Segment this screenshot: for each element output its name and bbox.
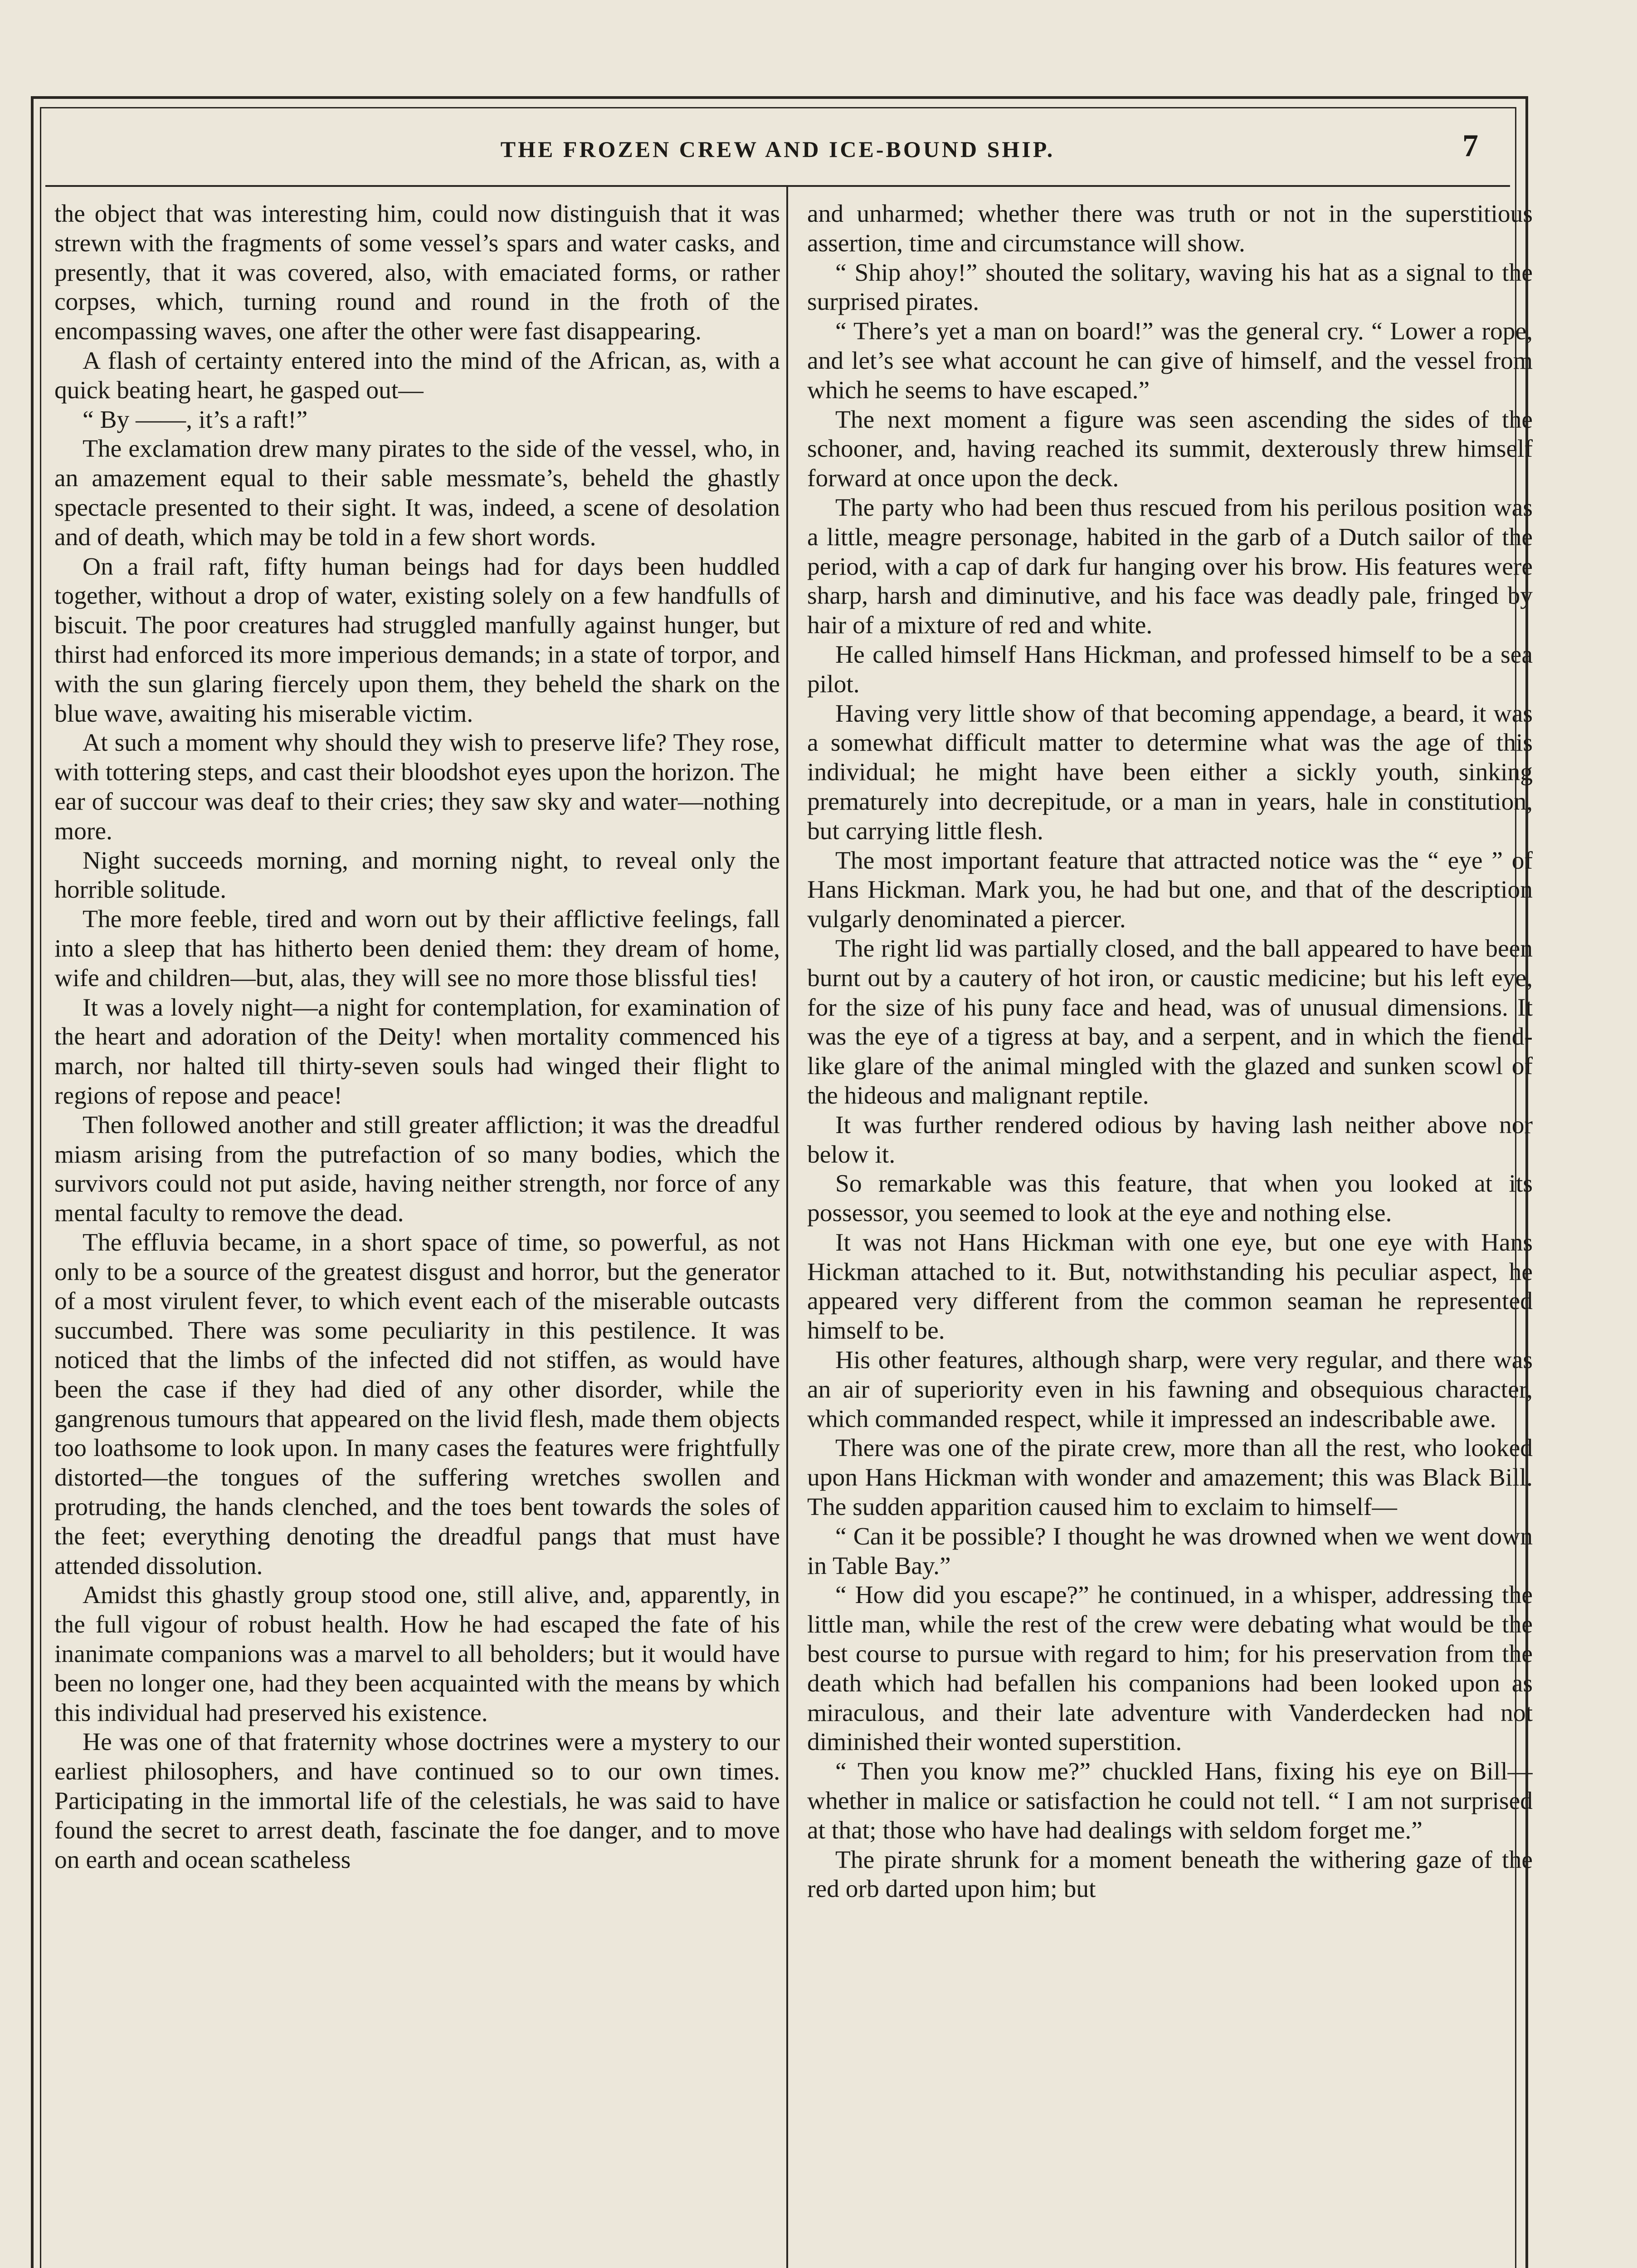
page-header [45, 128, 1510, 186]
paragraph: “ There’s yet a man on board!” was the general cry. “ Lower a rope, and let’s see what account he can give of himself, and the vessel from which he seems to have escaped.” [807, 318, 1533, 404]
paragraph: The pirate shrunk for a moment beneath the withering gaze of the red orb darted upon him; but [807, 1846, 1533, 1903]
paragraph: On a frail raft, fifty human beings had for days been huddled together, without a drop of water, existing solely on a few handfulls of biscuit. The poor creatures had struggled manfully against hunger, but thirst had enforced its more imperious demands; in a state of torpor, and with the sun glaring fiercely upon them, they beheld the shark on the blue wave, awaiting his miserable victim. [54, 552, 780, 728]
paragraph: Having very little show of that becoming appendage, a beard, it was a somewhat difficult matter to determine what was the age of this individual; he might have been either a sickly youth, sinking prematurely into decrepitude, or a man in years, hale in constitution, but carrying little flesh. [807, 699, 1533, 845]
paragraph: The right lid was partially closed, and the ball appeared to have been burnt out by a cautery of hot iron, or caustic medicine; but his left eye, for the size of his puny face and head, was of unusual dimensions. It was the eye of a tigress at bay, and a serpent, and in which the fiend-like glare of the animal mingled with the glazed and sunken scowl of the hideous and malignant reptile. [807, 934, 1533, 1110]
paragraph: He was one of that fraternity whose doctrines were a mystery to our earliest philosophers, and have continued so to our own times. Participating in the immortal life of the celestials, he was said to have found the secret to arrest death, fascinate the foe danger, and to move on earth and ocean scatheless [54, 1728, 780, 1874]
paragraph: “ Ship ahoy!” shouted the solitary, waving his hat as a signal to the surprised pirates. [807, 259, 1533, 316]
paragraph: It was further rendered odious by having lash neither above nor below it. [807, 1111, 1533, 1168]
paragraph: Then followed another and still greater affliction; it was the dreadful miasm arising from the putrefaction of so many bodies, which the survivors could not put aside, having neither strength, nor force of any mental faculty to remove the dead. [54, 1111, 780, 1227]
paragraph: “ Can it be possible? I thought he was drowned when we went down in Table Bay.” [807, 1522, 1533, 1580]
paragraph: Amidst this ghastly group stood one, still alive, and, apparently, in the full vigour of robust health. How he had escaped the fate of his inanimate companions was a marvel to all beholders; but it would have been no longer one, had they been acquainted with the means by which this individual had preserved his existence. [54, 1581, 780, 1727]
paragraph: and unharmed; whether there was truth or not in the superstitious assertion, time and circumstance will show. [807, 200, 1533, 257]
paragraph: His other features, although sharp, were very regular, and there was an air of superiority even in his fawning and obsequious character, which commanded respect, while it impressed an indescribable awe. [807, 1346, 1533, 1433]
paragraph: The party who had been thus rescued from his perilous position was a little, meagre personage, habited in the garb of a Dutch sailor of the period, with a cap of dark fur hanging over his brow. His features were sharp, harsh and diminutive, and his face was deadly pale, fringed by hair of a mixture of red and white. [807, 494, 1533, 640]
paragraph: At such a moment why should they wish to preserve life? They rose, with tottering steps, and cast their bloodshot eyes upon the horizon. The ear of succour was deaf to their cries; they saw sky and water—nothing more. [54, 729, 780, 845]
paragraph: the object that was interesting him, could now distinguish that it was strewn with the fragments of some vessel’s spars and water casks, and presently, that it was covered, also, with emaciated forms, or rather corpses, which, turning round and round in the froth of the encompassing waves, one after the other were fast disappearing. [54, 200, 780, 346]
paragraph: He called himself Hans Hickman, and professed himself to be a sea pilot. [807, 640, 1533, 698]
paragraph: The next moment a figure was seen ascending the sides of the schooner, and, having reached its summit, dexterously threw himself forward at once upon the deck. [807, 406, 1533, 493]
paragraph: It was not Hans Hickman with one eye, but one eye with Hans Hickman attached to it. But, notwithstanding his peculiar aspect, he appeared very different from the common seaman he represented himself to be. [807, 1228, 1533, 1345]
left-column [54, 200, 780, 2268]
paragraph: The more feeble, tired and worn out by their afflictive feelings, fall into a sleep that has hitherto been denied them: they dream of home, wife and children—but, alas, they will see no more those blissful ties! [54, 905, 780, 992]
header-rule [45, 185, 1510, 187]
paragraph: It was a lovely night—a night for contemplation, for examination of the heart and adoration of the Deity! when mortality commenced his march, nor halted till thirty-seven souls had winged their flight to regions of repose and peace! [54, 993, 780, 1110]
paragraph: The exclamation drew many pirates to the side of the vessel, who, in an amazement equal to their sable messmate’s, beheld the ghastly spectacle presented to their sight. It was, indeed, a scene of desolation and of death, which may be told in a few short words. [54, 435, 780, 551]
paragraph: The effluvia became, in a short space of time, so powerful, as not only to be a source of the greatest disgust and horror, but the generator of a most virulent fever, to which event each of the miserable outcasts succumbed. There was some peculiarity in this pestilence. It was noticed that the limbs of the infected did not stiffen, as would have been the case if they had died of any other disorder, while the gangrenous tumours that appeared on the livid flesh, made them objects too loathsome to look upon. In many cases the features were frightfully distorted—the tongues of the suffering wretches swollen and protruding, the hands clenched, and the toes bent towards the soles of the feet; everything denoting the dreadful pangs that must have attended dissolution. [54, 1228, 780, 1580]
paragraph: “ Then you know me?” chuckled Hans, fixing his eye on Bill—whether in malice or satisfaction he could not tell. “ I am not surprised at that; those who have had dealings with seldom forget me.” [807, 1758, 1533, 1844]
running-title: THE FROZEN CREW AND ICE-BOUND SHIP. [500, 137, 1055, 162]
paragraph: The most important feature that attracted notice was the “ eye ” of Hans Hickman. Mark you, he had but one, and that of the description vulgarly denominated a piercer. [807, 846, 1533, 934]
paragraph: A flash of certainty entered into the mind of the African, as, with a quick beating heart, he gasped out— [54, 347, 780, 404]
paragraph: Night succeeds morning, and morning night, to reveal only the horrible solitude. [54, 846, 780, 904]
paragraph: There was one of the pirate crew, more than all the rest, who looked upon Hans Hickman with wonder and amazement; this was Black Bill. The sudden apparition caused him to exclaim to himself— [807, 1434, 1533, 1521]
right-column [807, 200, 1533, 2268]
paragraph: So remarkable was this feature, that when you looked at its possessor, you seemed to look at the eye and nothing else. [807, 1170, 1533, 1227]
paragraph: “ How did you escape?” he continued, in a whisper, addressing the little man, while the rest of the crew were debating what would be the best course to pursue with regard to him; for his preservation from the death which had befallen his companions had been looked upon as miraculous, and their late adventure with Vanderdecken had not diminished their wonted superstition. [807, 1581, 1533, 1756]
page-number: 7 [1462, 128, 1478, 163]
column-divider [786, 187, 788, 2268]
paragraph: “ By ——, it’s a raft!” [83, 406, 308, 434]
